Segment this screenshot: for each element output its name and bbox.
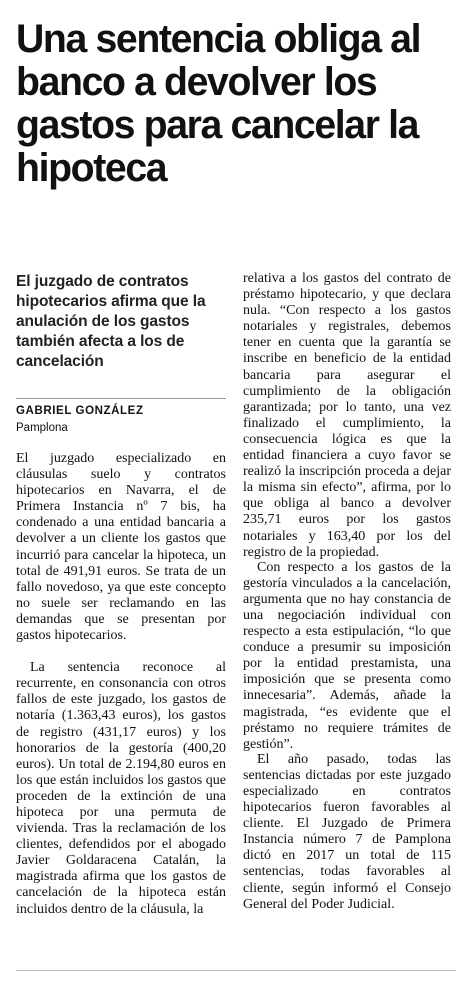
body-paragraph: El juzgado especializado en cláusulas suelo y contratos hipotecarios en Navarra, el de Primera Instancia nº 7 bis, ha condenado a una entidad bancaria a devolver a un cliente los gastos que incurrió para cancelar la hipoteca, un total de 491,91 euros. Se trata de un fallo novedoso, ya que este concepto no suele ser reclamando en las demandas que se presentan por gastos hipotecarios. <box>16 451 226 644</box>
body-paragraph: relativa a los gastos del contrato de préstamo hipotecario, y que declara nula. “Con respecto a los gastos notariales y registrales, debemos tener en cuenta que la garantía se inscribe en beneficio de la entidad bancaria para asegurar el cumplimiento de la obligación garantizada; por lo tanto, una vez finalizado el cumplimiento, la consecuencia lógica es que la entidad financiera a cuyo favor se realizó la inscripción proceda a dejar la misma sin efecto”, afirma, por lo que obliga al banco a devolver 235,71 euros por los gastos notariales y 163,40 por los del registro de la propiedad. <box>243 271 451 560</box>
bottom-divider <box>16 970 456 971</box>
author-byline: GABRIEL GONZÁLEZ <box>16 405 144 417</box>
right-column <box>243 272 451 913</box>
headline: Una sentencia obliga al banco a devolver los gastos para cancelar la hipoteca <box>16 17 421 190</box>
body-paragraph: Con respecto a los gastos de la gestoría vinculados a la cancelación, argumenta que no hay constancia de una negociación individual con respecto a esta estipulación, “lo que conduce a presumir su imposición por la entidad prestamista, una imposición que se presenta como innecesaria”. Además, añade la magistrada, “es evidente que el préstamo no requiere trámites de gestión”. <box>243 559 451 752</box>
left-column <box>16 272 226 918</box>
body-paragraph: La sentencia reconoce al recurrente, en consonancia con otros fallos de este juzgado, los gastos de notaría (1.363,43 euros), los gastos de registro (431,17 euros) y los honorarios de la gestoría (400,20 euros). Un total de 2.194,80 euros en los que están incluidos los gastos que proceden de la extinción de una hipoteca por una permuta de vivienda. Tras la reclamación de los clientes, defendidos por el abogado Javier Goldaracena Catalán, la magistrada afirma que los gastos de cancelación de la hipoteca están incluidos dentro de la cláusula, la <box>16 660 226 917</box>
dateline-location: Pamplona <box>16 422 68 434</box>
byline-divider <box>16 398 226 399</box>
body-paragraph: El año pasado, todas las sentencias dictadas por este juzgado especializado en contratos hipotecarios fueron favorables al cliente. El Juzgado de Primera Instancia número 7 de Pamplona dictó en 2017 un total de 115 sentencias, todas favorables al cliente, según informó el Consejo General del Poder Judicial. <box>243 751 451 912</box>
subheadline: El juzgado de contratos hipotecarios afirma que la anulación de los gastos también afecta a los de cancelación <box>16 273 206 370</box>
